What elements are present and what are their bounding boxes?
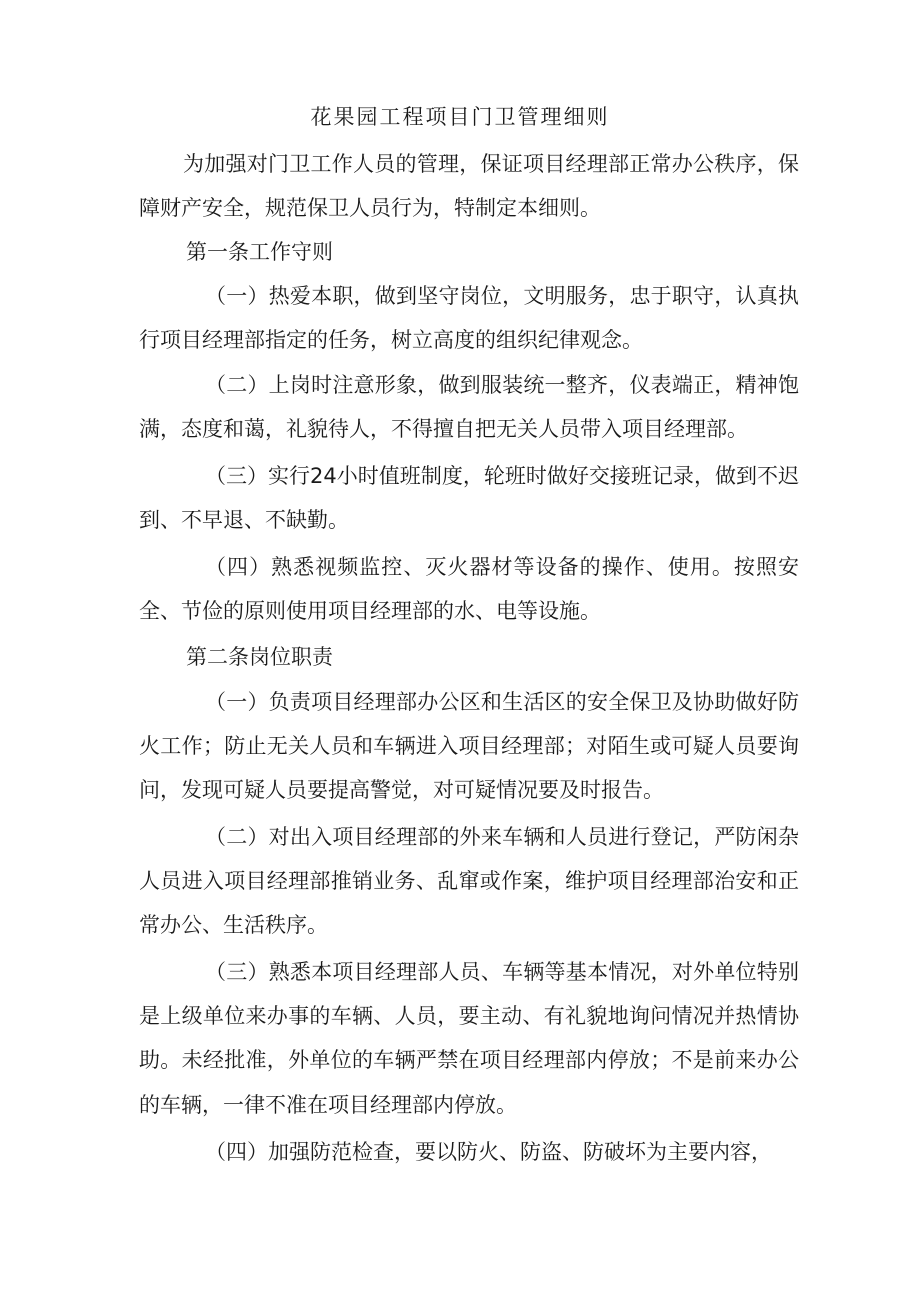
section-1-item-4: （四）熟悉视频监控、灭火器材等设备的操作、使用。按照安全、节俭的原则使用项目经理部的水、电等设施。: [139, 555, 799, 624]
document-title: 花果园工程项目门卫管理细则: [310, 105, 610, 129]
section-heading-2: 第二条岗位职责: [186, 645, 333, 669]
section-2-item-2: （二）对出入项目经理部的外来车辆和人员进行登记，严防闲杂人员进入项目经理部推销业务、乱窜或作案，维护项目经理部治安和正常办公、生活秩序。: [139, 825, 799, 938]
section-1-item-1: （一）热爱本职，做到坚守岗位，文明服务，忠于职守，认真执行项目经理部指定的任务，树立高度的组织纪律观念。: [139, 284, 799, 353]
section-heading-1: 第一条工作守则: [186, 240, 333, 264]
section-2-item-4: （四）加强防范检查，要以防火、防盗、防破坏为主要内容，: [205, 1140, 772, 1164]
section-1-item-3: （三）实行24小时值班制度，轮班时做好交接班记录，做到不迟到、不早退、不缺勤。: [139, 464, 799, 533]
section-2-item-3: （三）熟悉本项目经理部人员、车辆等基本情况，对外单位特别是上级单位来办事的车辆、人员，要主动、有礼貌地询问情况并热情协助。未经批准，外单位的车辆严禁在项目经理部内停放；不是前来办公的车辆，一律不准在项目经理部内停放。: [139, 960, 799, 1117]
section-2-item-1: （一）负责项目经理部办公区和生活区的安全保卫及协助做好防火工作；防止无关人员和车辆进入项目经理部；对陌生或可疑人员要询问，发现可疑人员要提高警觉，对可疑情况要及时报告。: [139, 690, 799, 803]
section-1-item-2: （二）上岗时注意形象，做到服装统一整齐，仪表端正，精神饱满，态度和蔼，礼貌待人，不得擅自把无关人员带入项目经理部。: [139, 373, 799, 442]
intro-paragraph: 为加强对门卫工作人员的管理，保证项目经理部正常办公秩序，保障财产安全，规范保卫人员行为，特制定本细则。: [139, 152, 799, 221]
